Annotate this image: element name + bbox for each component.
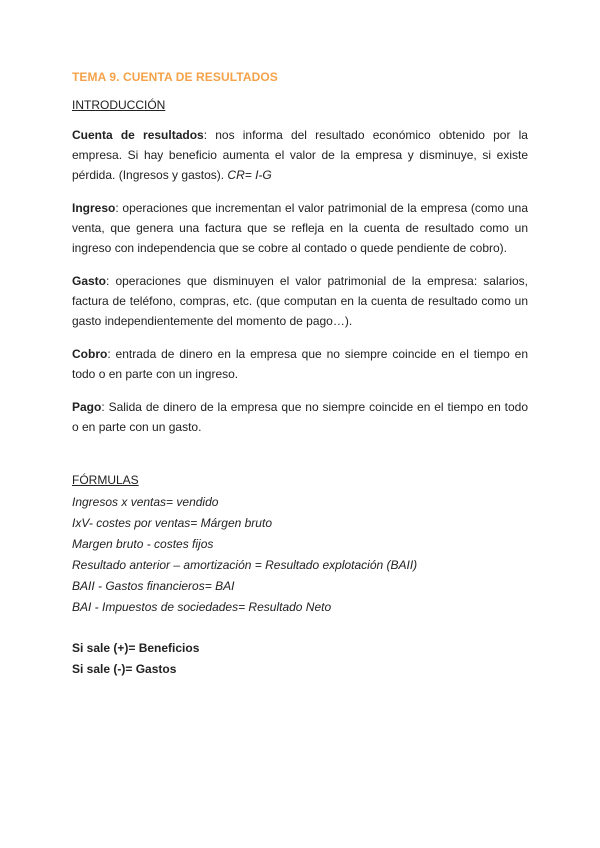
definition-text: : entrada de dinero en la empresa que no siempre coincide en el tiempo en todo o en parte con un ingreso. — [72, 347, 528, 381]
definition-term: Cuenta de resultados — [72, 128, 204, 142]
definition-paragraph — [72, 344, 528, 384]
formula-line: Resultado anterior – amortización = Resultado explotación (BAII) — [72, 558, 418, 572]
formula-line: BAI - Impuestos de sociedades= Resultado Neto — [72, 600, 332, 614]
definition-paragraph — [72, 397, 528, 437]
definition-formula: CR= I-G — [227, 168, 272, 182]
intro-heading: INTRODUCCIÓN — [72, 98, 166, 112]
formulas-heading: FÓRMULAS — [72, 473, 139, 487]
definition-paragraph — [72, 125, 528, 185]
formula-list — [72, 492, 528, 618]
definition-text: : operaciones que incrementan el valor patrimonial de la empresa (como una venta, que genera una factura que se refleja en la cuenta de resultado como un ingreso con independencia que se cobre al contado o quede pendiente de cobro). — [72, 201, 528, 255]
formula-line: Ingresos x ventas= vendido — [72, 495, 219, 509]
result-line-positive: Si sale (+)= Beneficios — [72, 641, 200, 655]
document-page — [72, 70, 528, 680]
result-line-negative: Si sale (-)= Gastos — [72, 662, 177, 676]
definition-text: : operaciones que disminuyen el valor patrimonial de la empresa: salarios, factura de teléfono, compras, etc. (que computan en la cuenta de resultado como un gasto independientemente del momento de pago…). — [72, 274, 528, 328]
definition-term: Pago — [72, 400, 102, 414]
definition-term: Gasto — [72, 274, 107, 288]
definition-paragraph — [72, 198, 528, 258]
formula-line: BAII - Gastos financieros= BAI — [72, 579, 235, 593]
definition-text: : nos informa del resultado económico obtenido por la empresa. Si hay beneficio aumenta el valor de la empresa y disminuye, si existe pérdida. (Ingresos y gastos). — [72, 128, 528, 182]
formula-line: Margen bruto - costes fijos — [72, 537, 214, 551]
document-title: TEMA 9. CUENTA DE RESULTADOS — [72, 70, 278, 84]
definition-paragraph — [72, 271, 528, 331]
definition-term: Ingreso — [72, 201, 116, 215]
definition-term: Cobro — [72, 347, 108, 361]
formula-line: IxV- costes por ventas= Márgen bruto — [72, 516, 272, 530]
definition-text: : Salida de dinero de la empresa que no siempre coincide en el tiempo en todo o en parte con un gasto. — [72, 400, 528, 434]
